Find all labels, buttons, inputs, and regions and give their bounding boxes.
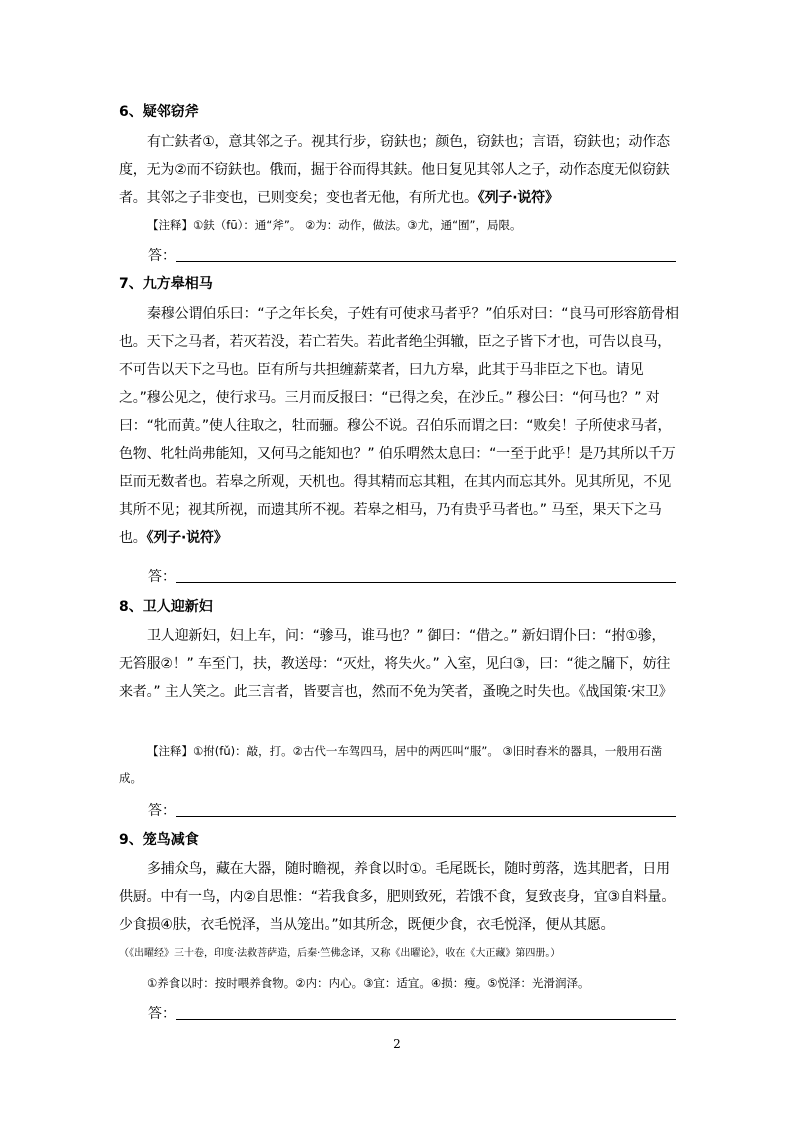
section-8-answer[interactable]	[148, 800, 676, 820]
section-7-title: 7、九方皋相马	[119, 276, 213, 292]
answer-line[interactable]	[176, 261, 676, 262]
section-9-text: 多捕众鸟，藏在大器，随时瞻视，养食以时①。毛尾既长，随时剪落，选其肥者，日用供厨。中有一鸟，内②自思惟：“若我食多，肥则致死，若饿不食，复致丧身，宜③自料量。少食损④肤，衣毛悦泽，当从笼出。”如其所念，既便少食，衣毛悦泽，便从其愿。	[119, 861, 676, 933]
section-6-source: 《列子·说符》	[477, 190, 559, 206]
answer-label: 答：	[148, 1006, 176, 1022]
section-9-title: 9、笼鸟减食	[119, 832, 199, 848]
section-7-source: 《列子·说符》	[146, 530, 228, 546]
page-number: 2	[393, 1037, 401, 1051]
section-9-source: （《出曜经》三十卷，印度·法救菩萨造，后秦·竺佛念译，又称《出曜论》，收在《大正藏》第四册。）	[119, 948, 561, 959]
section-6-text: 有亡鈇者①，意其邻之子。视其行步，窃鈇也；颜色，窃鈇也；言语，窃鈇也；动作态度，无为②而不窃鈇也。俄而，掘于谷而得其鈇。他日复见其邻人之子，动作态度无似窃鈇者。其邻之子非变也，已则变矣；变也者无他，有所尤也。《列子·说符》	[119, 134, 670, 206]
answer-line[interactable]	[176, 1019, 676, 1020]
answer-label: 答：	[148, 248, 176, 264]
section-6-note: 【注释】①鈇（fū）：通“斧”。 ②为：动作，做法。③尤，通“囿”，局限。	[147, 218, 522, 232]
section-6-title: 6、疑邻窃斧	[119, 104, 199, 120]
answer-line[interactable]	[176, 816, 676, 817]
section-7-answer[interactable]	[148, 566, 676, 586]
section-6-answer[interactable]	[148, 245, 676, 265]
section-7-text: 秦穆公谓伯乐曰：“子之年长矣，子姓有可使求马者乎？”伯乐对曰：“良马可形容筋骨相也。天下之马者，若灭若没，若亡若失。若此者绝尘弭辙，臣之子皆下才也，可告以良马，不可告以天下之马也。臣有所与共担缠薪菜者，曰九方皋，此其于马非臣之下也。请见之。”穆公见之，使行求马。三月而反报曰：“已得之矣，在沙丘。” 穆公曰：“何马也？” 对曰：“牝而黄。”使人往取之，牡而骊。穆公不说。召伯乐而谓之曰：“败矣！子所使求马者，色物、牝牡尚弗能知，又何马之能知也？” 伯乐喟然太息曰：“一至于此乎！是乃其所以千万臣而无数者也。若皋之所观，天机也。得其精而忘其粗，在其内而忘其外。见其所见，不见其所不见；视其所视，而遗其所不视。若皋之相马，乃有贵乎马者也。” 马至，果天下之马也。《列子·说符》	[119, 306, 679, 546]
answer-line[interactable]	[176, 582, 676, 583]
section-9-note: ①养食以时：按时喂养食物。②内：内心。③宜：适宜。④损：瘦。⑤悦泽：光滑润泽。	[147, 976, 590, 990]
section-8-text: 卫人迎新妇，妇上车，问：“骖马，谁马也？” 御曰：“借之。” 新妇谓仆曰：“拊①骖，无笞服②！” 车至门，扶，教送母：“灭灶，将失火。” 入室，见臼③，曰：“徙之牖下，妨往来者。” 主人笑之。此三言者，皆要言也，然而不免为笑者，蚤晚之时失也。《战国策·宋卫》	[119, 628, 673, 700]
answer-label: 答：	[148, 803, 176, 819]
section-9-answer[interactable]	[148, 1003, 676, 1023]
section-8-note: 【注释】①拊(fǔ)：敲，打。②古代一车驾四马，居中的两匹叫“服”。 ③旧时舂米的器具，一般用石凿成。	[119, 744, 663, 785]
answer-label: 答：	[148, 569, 176, 585]
section-8-title: 8、卫人迎新妇	[119, 599, 213, 615]
